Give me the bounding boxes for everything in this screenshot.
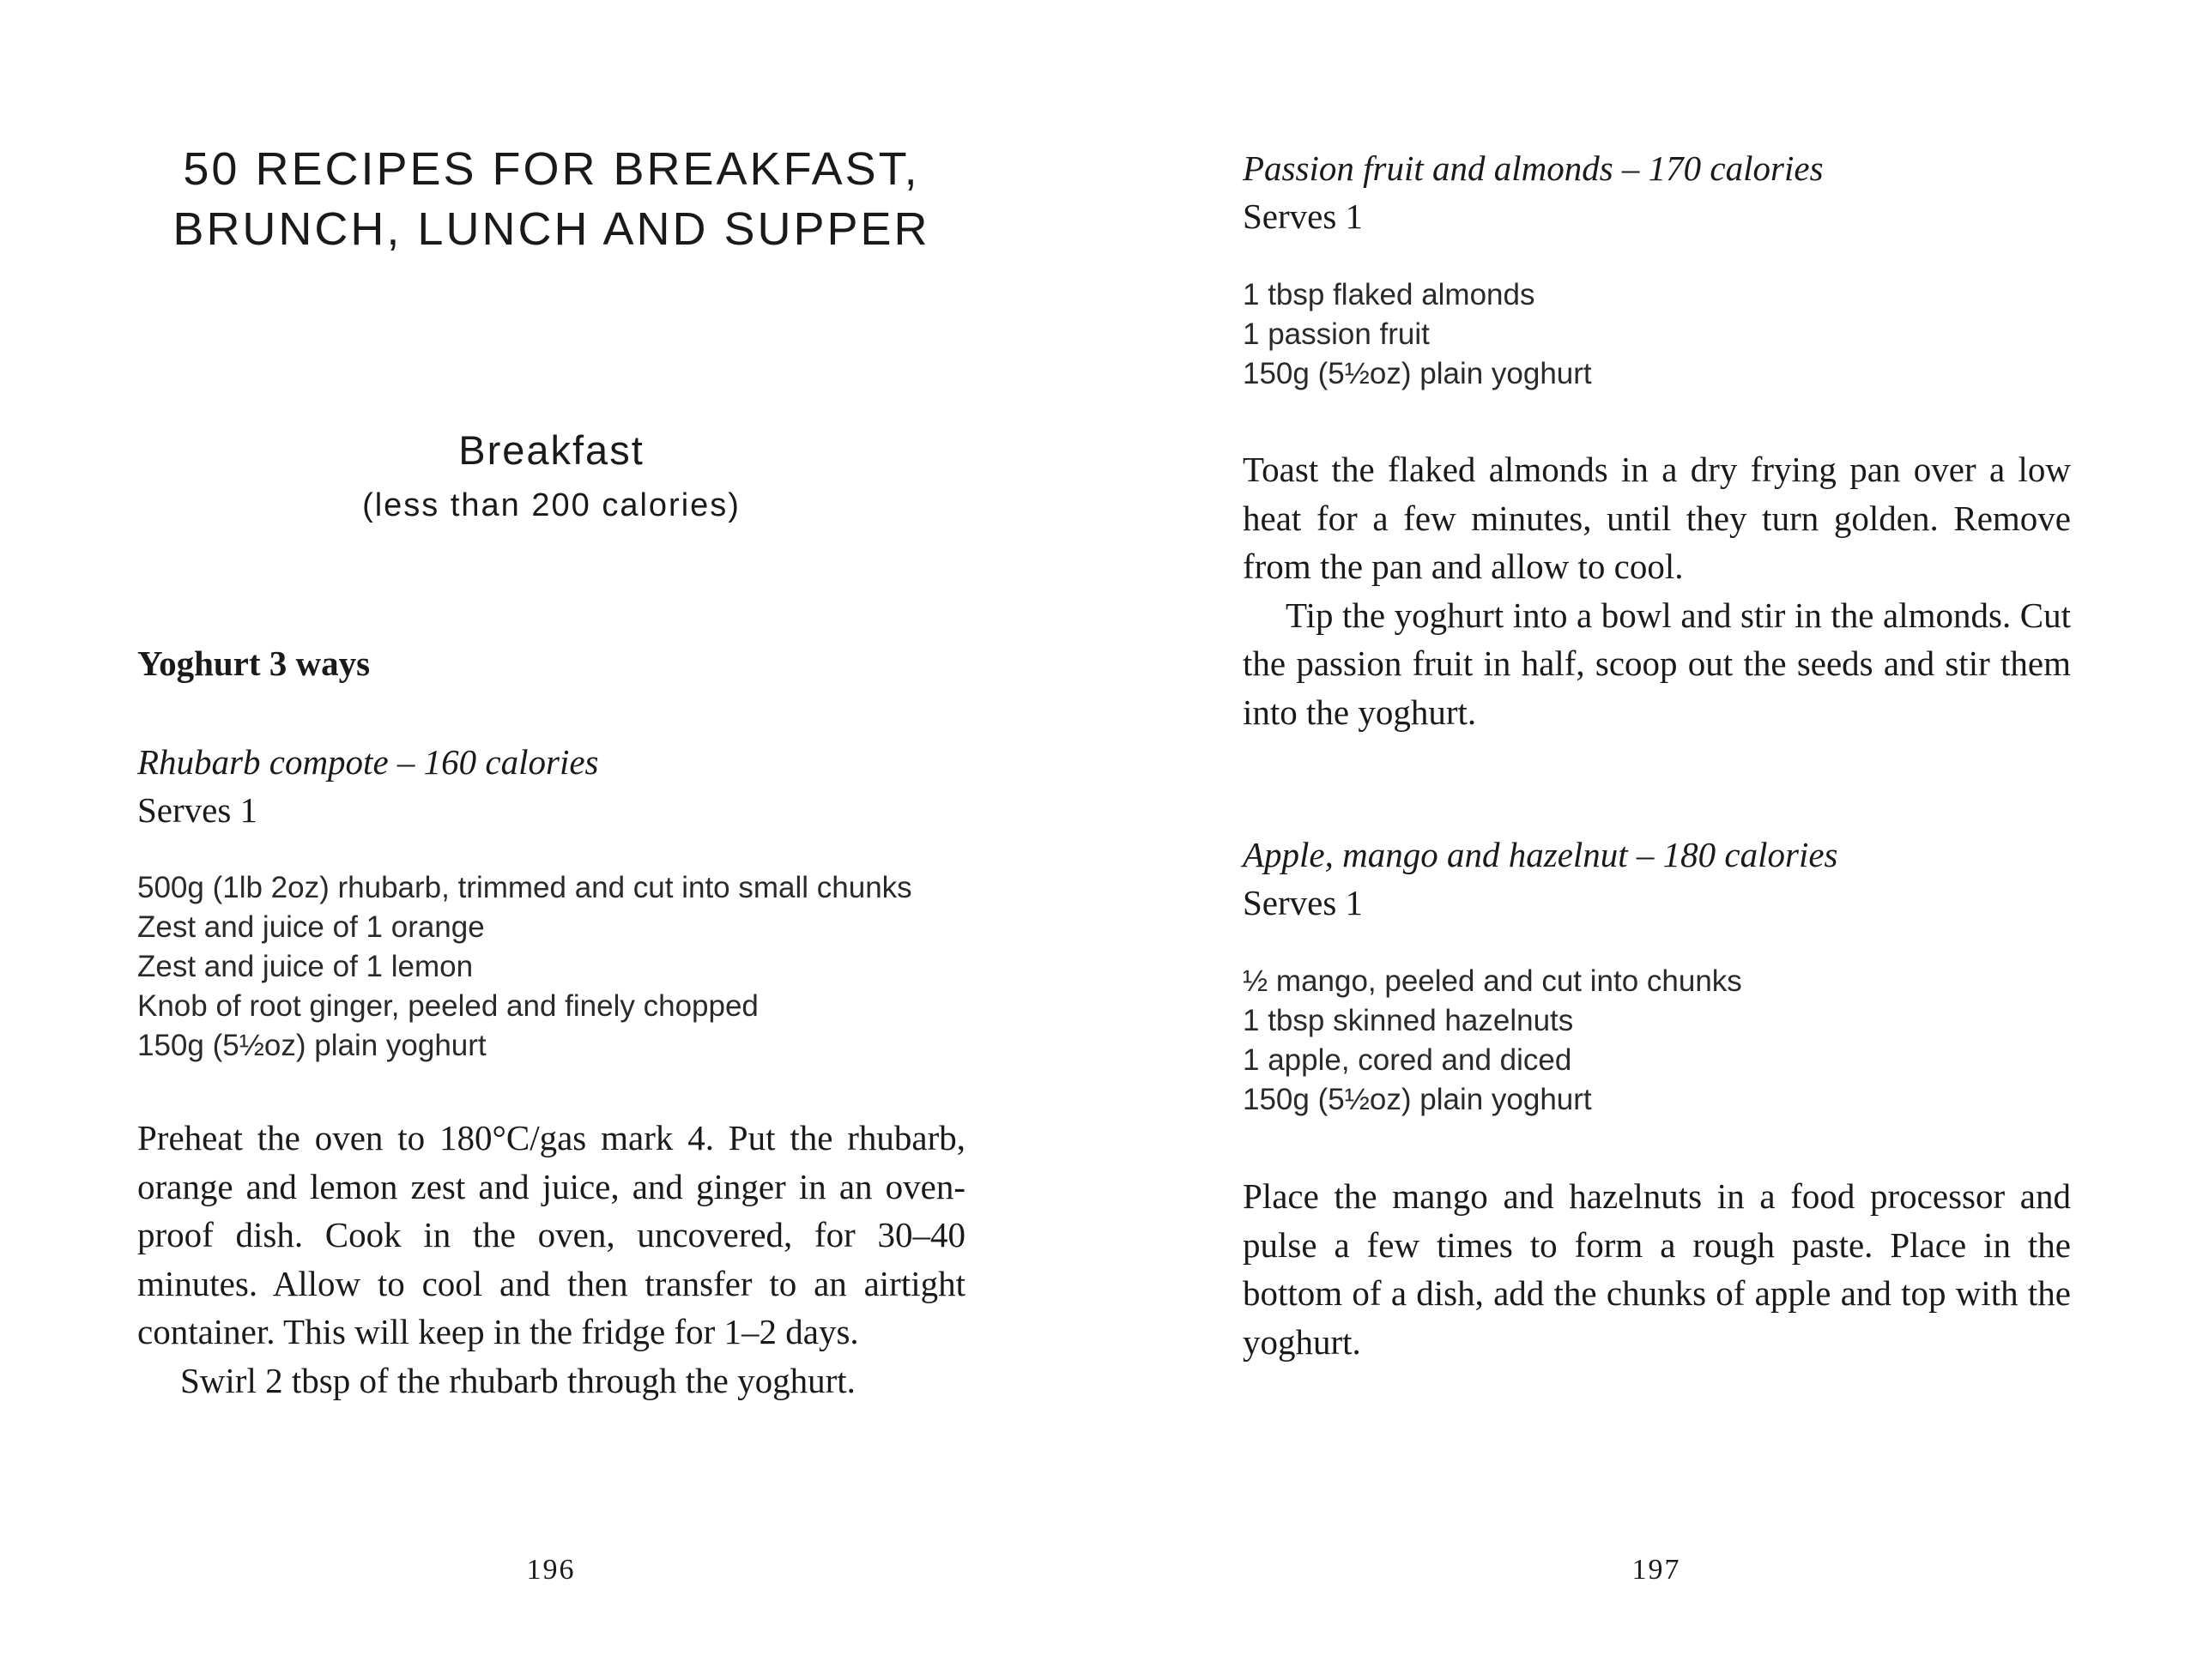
section-title: Breakfast [458,427,645,473]
ingredient-item: 1 tbsp skinned hazelnuts [1243,1004,1574,1037]
page-number: 197 [1631,1554,1681,1586]
ingredient-item: 1 apple, cored and diced [1243,1043,1572,1077]
ingredient-item: 1 passion fruit [1243,317,1430,351]
method-paragraph: Toast the flaked almonds in a dry frying pan over a low heat for a few minutes, until they turn golden. Remove from the pan and allow to cool. [1243,450,2071,586]
method-paragraph: Tip the yoghurt into a bowl and stir in the almonds. Cut the passion fruit in half, scoop out the seeds and stir them into the yoghurt. [1243,595,2071,732]
recipe-heading: Yoghurt 3 ways [137,644,371,683]
ingredient-list [137,868,996,1066]
method-text [1243,445,2071,736]
method-text [137,1114,965,1405]
right-page [1098,0,2197,1680]
chapter-title [137,139,965,259]
variant-title: Rhubarb compote – 160 calories [137,742,599,782]
ingredient-item: 150g (5½oz) plain yoghurt [1243,357,1592,390]
variant-title: Apple, mango and hazelnut – 180 calories [1243,835,1838,874]
ingredient-item: Knob of root ginger, peeled and finely chopped [137,989,759,1023]
ingredient-item: Zest and juice of 1 orange [137,910,485,944]
variant-apple-mango-header [1243,831,2071,927]
left-page [0,0,1098,1680]
section-subtitle: (less than 200 calories) [362,487,741,523]
ingredient-item: 1 tbsp flaked almonds [1243,278,1535,311]
ingredient-item: 500g (1lb 2oz) rhubarb, trimmed and cut into small chunks [137,871,912,904]
ingredient-list [1243,962,2071,1120]
chapter-title-line-2: BRUNCH, LUNCH AND SUPPER [172,203,930,255]
chapter-title-line-1: 50 RECIPES FOR BREAKFAST, [183,143,920,195]
ingredient-item: 150g (5½oz) plain yoghurt [137,1029,487,1062]
serves-line: Serves 1 [1243,883,1364,922]
method-paragraph: Preheat the oven to 180°C/gas mark 4. Put the rhubarb, orange and lemon zest and juice, and ginger in an oven-proof dish. Cook in the oven, uncovered, for 30–40 minutes. Allow to cool and then transfer to an airtight container. This will keep in the fridge for 1–2 days. [137,1118,965,1351]
variant-passion-fruit-header [1243,144,2071,240]
method-paragraph: Swirl 2 tbsp of the rhubarb through the yoghurt. [180,1360,856,1400]
serves-line: Serves 1 [137,790,258,830]
ingredient-list [1243,275,2071,394]
variant-rhubarb-header [137,738,965,834]
method-paragraph: Place the mango and hazelnuts in a food processor and pulse a few times to form a rough paste. Place in the bottom of a dish, add the chunks of apple and top with the yoghurt. [1243,1176,2071,1362]
ingredient-item: 150g (5½oz) plain yoghurt [1243,1083,1592,1116]
page-number: 196 [526,1554,576,1586]
method-text [1243,1172,2071,1366]
variant-title: Passion fruit and almonds – 170 calories [1243,148,1824,188]
ingredient-item: Zest and juice of 1 lemon [137,950,474,983]
serves-line: Serves 1 [1243,196,1364,236]
ingredient-item: ½ mango, peeled and cut into chunks [1243,964,1742,998]
